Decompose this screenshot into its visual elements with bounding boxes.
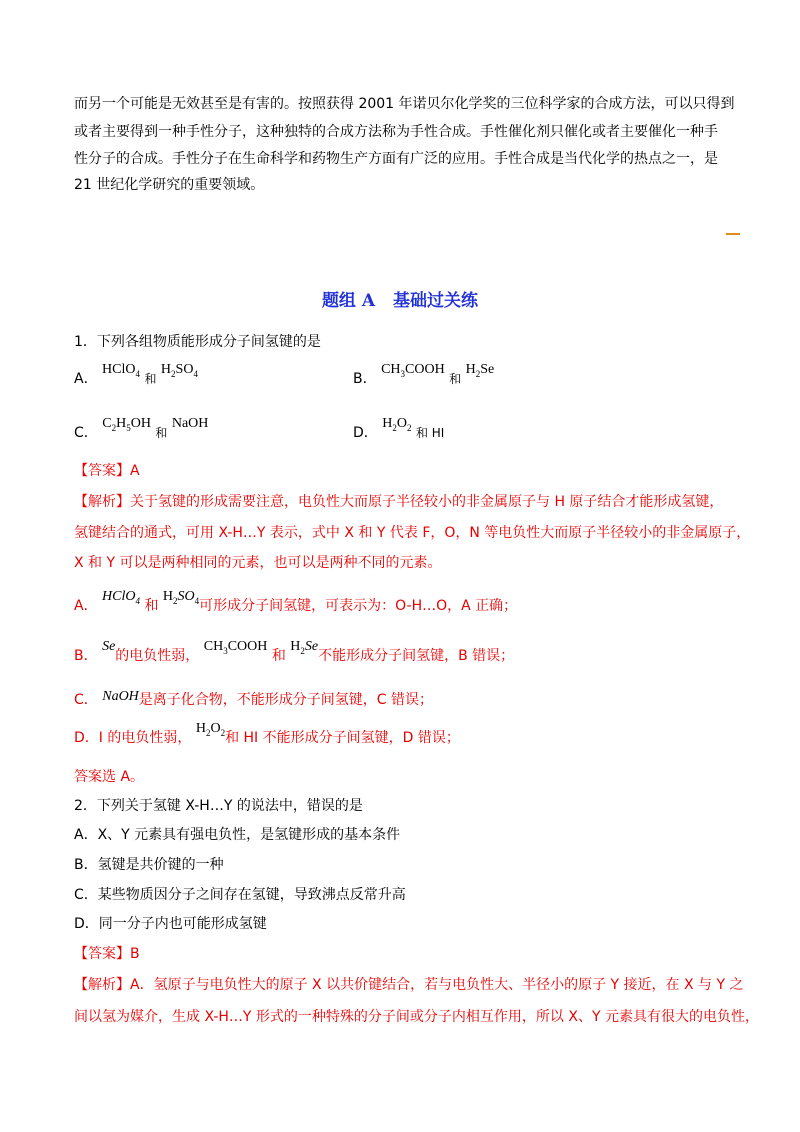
q1-analysis-b: B． Se的电负性弱， $CH_3COOH$ 和 $H_2Se$不能形成分子间氢键，B 错误； [74, 639, 515, 664]
formula-naoh: NaOH [171, 416, 209, 431]
formula-h2o2: $H_2O_2$ [195, 721, 226, 738]
conjunction: 和 [144, 372, 157, 386]
option-letter: B． [353, 371, 377, 387]
formula-h2se: $H_2Se$ [290, 639, 319, 656]
option-letter: A． [74, 371, 98, 387]
q1-stem: 1．下列各组物质能形成分子间氢键的是 [74, 334, 321, 350]
q2-analysis-line-2: 间以氢为媒介，生成 X-H…Y 形式的一种特殊的分子间或分子内相互作用，所以 X、Y 元素具有很大的电负性， [74, 1009, 759, 1025]
section-title [0, 286, 800, 311]
q1-analysis-line-2: 氢键结合的通式，可用 X-H…Y 表示，式中 X 和 Y 代表 F，O，N 等电负性大而原子半径较小的非金属原子， [74, 525, 751, 541]
formula-ch3cooh: $CH_3COOH$ [203, 639, 268, 656]
formula-h2o2: $H_2O_2$ [382, 416, 412, 433]
intro-line-4: 21 世纪化学研究的重要领域。 [74, 177, 265, 193]
q1-analysis-c: C． NaOH是离子化合物，不能形成分子间氢键，C 错误； [74, 689, 434, 708]
conjunction: 和 [155, 426, 168, 440]
intro-line-3: 性分子的合成。手性分子在生命科学和药物生产方面有广泛的应用。手性合成是当代化学的热点之一，是 [74, 151, 718, 167]
q1-analysis-line-1: 【解析】关于氢键的形成需要注意，电负性大而原子半径较小的非金属原子与 H 原子结合才能形成氢键， [74, 494, 724, 510]
section-title-part2: 基础过关练 [393, 291, 479, 311]
formula-naoh: NaOH [102, 689, 139, 704]
q1-analysis-a: A． HClO$_4$ 和 $H_2SO_4$可形成分子间氢键，可表示为：O-H…O，A 正确； [74, 589, 518, 614]
decorative-dash [726, 233, 740, 235]
q1-option-a [74, 362, 198, 389]
conjunction: 和 [449, 372, 462, 386]
intro-line-2: 或者主要得到一种手性分子，这种独特的合成方法称为手性合成。手性催化剂只催化或者主要催化一种手 [74, 124, 718, 140]
q1-option-c [74, 416, 209, 443]
q2-option-b: B．氢键是共价键的一种 [74, 857, 224, 873]
q2-option-d: D．同一分子内也可能形成氢键 [74, 916, 267, 932]
formula-ch3cooh: $CH_3COOH$ [381, 362, 445, 379]
option-letter: C． [74, 425, 98, 441]
formula-h2se: $H_2Se$ [465, 362, 495, 379]
q1-conclusion: 答案选 A。 [74, 769, 145, 785]
formula-hclo4: HClO$_4$ [102, 362, 140, 379]
q2-option-c: C．某些物质因分子之间存在氢键，导致沸点反常升高 [74, 887, 406, 903]
formula-h2so4: $H_2SO_4$ [160, 362, 198, 379]
formula-h2so4: $H_2SO_4$ [162, 589, 200, 606]
intro-line-1: 而另一个可能是无效甚至是有害的。按照获得 2001 年诺贝尔化学奖的三位科学家的合成方法，可以只得到 [74, 96, 735, 112]
q2-stem: 2．下列关于氢键 X-H…Y 的说法中，错误的是 [74, 798, 363, 814]
q1-analysis-line-3: X 和 Y 可以是两种相同的元素，也可以是两种不同的元素。 [74, 555, 442, 571]
q2-analysis-line-1: 【解析】A．氢原子与电负性大的原子 X 以共价键结合，若与电负性大、半径小的原子 Y 接近，在 X 与 Y 之 [74, 977, 744, 993]
q2-answer: 【答案】B [74, 946, 140, 962]
formula-hclo4: HClO$_4$ [102, 589, 140, 606]
section-title-part1: 题组 A [321, 291, 376, 311]
option-letter: D． [353, 425, 378, 441]
q1-answer: 【答案】A [74, 463, 140, 479]
conjunction: 和 HI [415, 426, 445, 440]
symbol-se: Se [102, 639, 116, 654]
q2-option-a: A．X、Y 元素具有强电负性，是氢键形成的基本条件 [74, 827, 401, 843]
q1-option-d [353, 416, 445, 443]
formula-c2h5oh: $C_2H_5OH$ [102, 416, 151, 433]
q1-analysis-d: D．I 的电负性弱， $H_2O_2$和 HI 不能形成分子间氢键，D 错误； [74, 721, 460, 746]
q1-option-b [353, 362, 495, 389]
